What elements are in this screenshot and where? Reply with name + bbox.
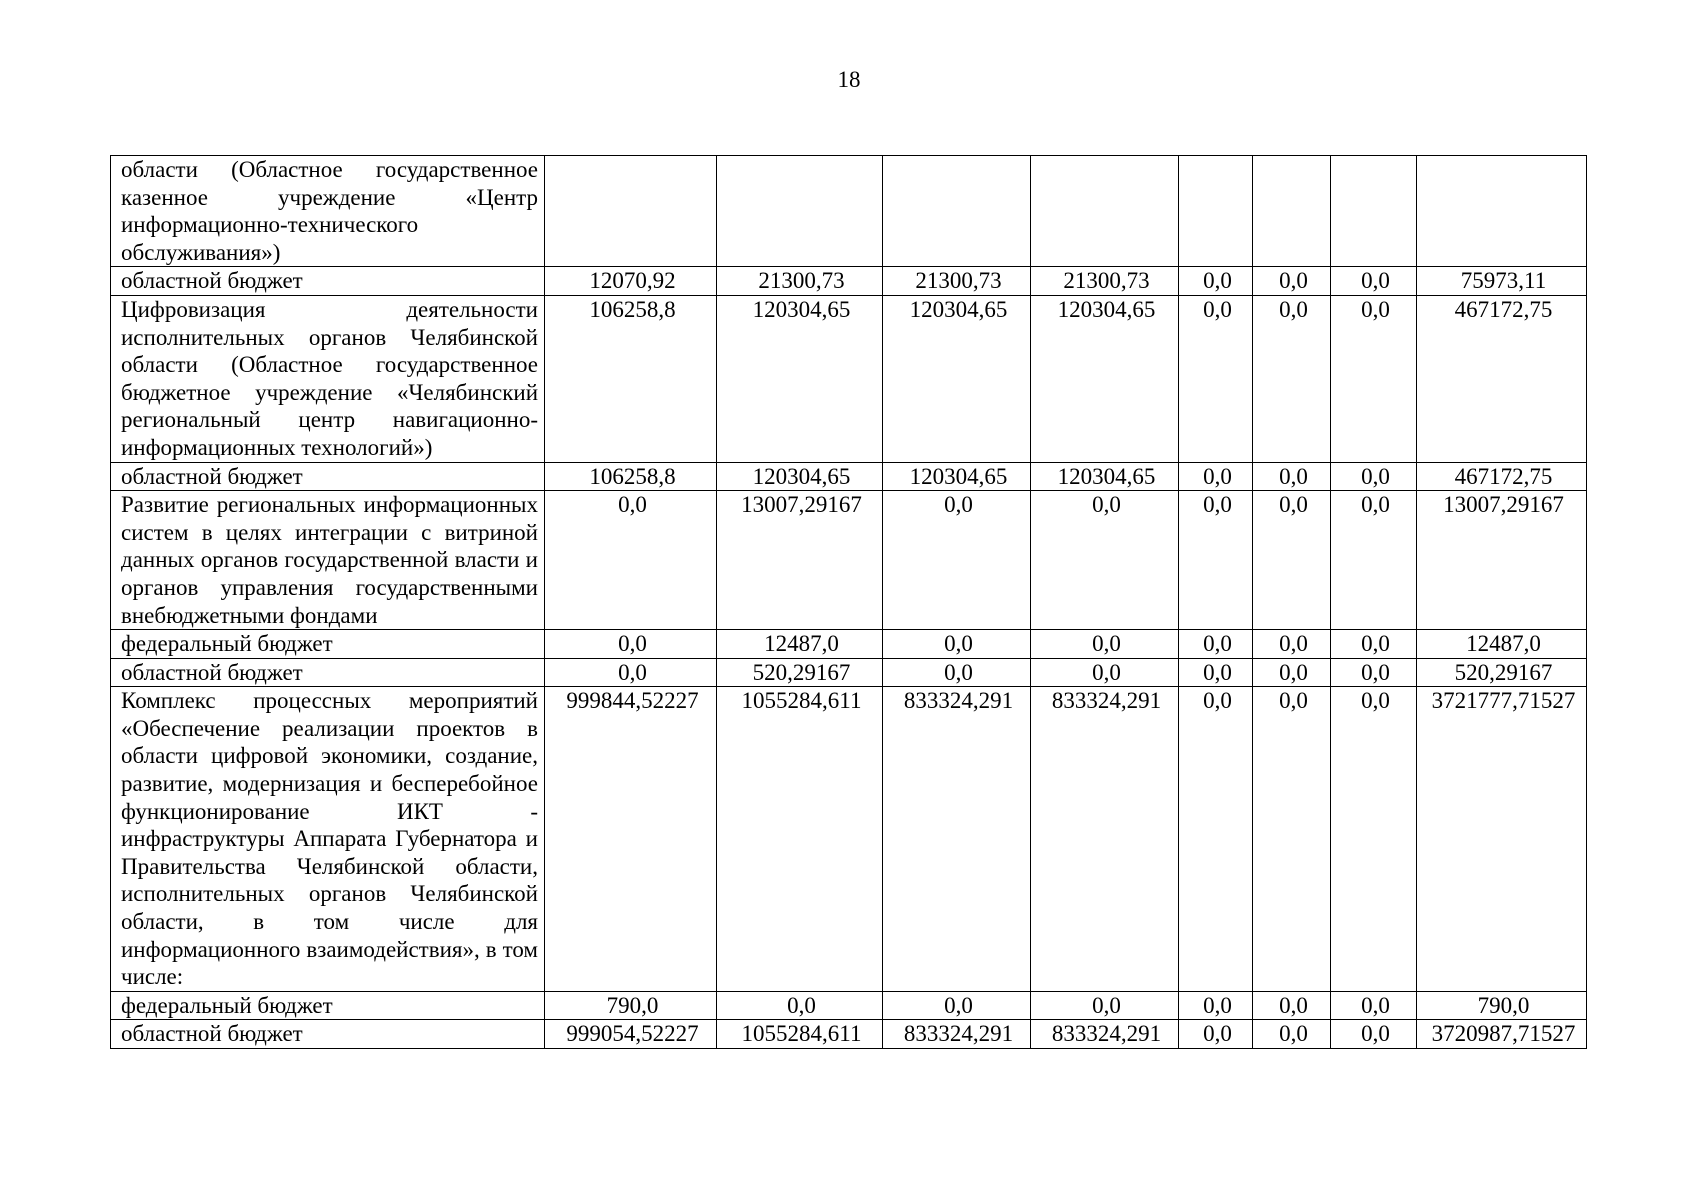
table-row <box>111 1020 1587 1049</box>
value-cell: 0,0 <box>1031 658 1179 687</box>
value-cell: 520,29167 <box>1417 658 1587 687</box>
value-cell: 833324,291 <box>883 1020 1031 1049</box>
row-name-cell: федеральный бюджет <box>111 991 545 1020</box>
value-cell: 0,0 <box>1331 991 1417 1020</box>
page-number: 18 <box>837 67 861 92</box>
value-cell: 0,0 <box>1179 267 1253 296</box>
table-row <box>111 462 1587 491</box>
budget-table <box>110 155 1587 1049</box>
value-cell: 999054,52227 <box>545 1020 717 1049</box>
value-cell <box>1179 156 1253 267</box>
value-cell: 0,0 <box>1331 630 1417 659</box>
value-cell: 0,0 <box>1179 630 1253 659</box>
value-cell: 13007,29167 <box>717 491 883 630</box>
row-name-cell: Цифровизация деятельности исполнительных органов Челябинской области (Областное государственное бюджетное учреждение «Челябинский региональный центр навигационно-информационных технологий») <box>111 295 545 462</box>
value-cell: 0,0 <box>545 491 717 630</box>
value-cell: 999844,52227 <box>545 687 717 992</box>
value-cell: 0,0 <box>545 658 717 687</box>
value-cell: 21300,73 <box>1031 267 1179 296</box>
value-cell: 120304,65 <box>717 295 883 462</box>
value-cell: 0,0 <box>1253 491 1331 630</box>
value-cell: 120304,65 <box>1031 295 1179 462</box>
value-cell: 0,0 <box>883 991 1031 1020</box>
value-cell: 0,0 <box>1031 991 1179 1020</box>
value-cell: 0,0 <box>883 491 1031 630</box>
value-cell: 0,0 <box>1179 658 1253 687</box>
value-cell: 75973,11 <box>1417 267 1587 296</box>
value-cell: 0,0 <box>1253 295 1331 462</box>
value-cell: 0,0 <box>1331 295 1417 462</box>
value-cell: 833324,291 <box>883 687 1031 992</box>
value-cell: 833324,291 <box>1031 1020 1179 1049</box>
value-cell: 790,0 <box>545 991 717 1020</box>
value-cell: 0,0 <box>1331 658 1417 687</box>
value-cell: 106258,8 <box>545 295 717 462</box>
value-cell: 0,0 <box>1331 491 1417 630</box>
value-cell: 12070,92 <box>545 267 717 296</box>
table-row <box>111 630 1587 659</box>
value-cell: 1055284,611 <box>717 1020 883 1049</box>
value-cell: 0,0 <box>1331 687 1417 992</box>
row-name-cell: областной бюджет <box>111 462 545 491</box>
value-cell: 0,0 <box>1253 991 1331 1020</box>
value-cell: 21300,73 <box>717 267 883 296</box>
value-cell: 120304,65 <box>1031 462 1179 491</box>
value-cell: 3720987,71527 <box>1417 1020 1587 1049</box>
row-name-cell: Комплекс процессных мероприятий «Обеспечение реализации проектов в области цифровой экономики, создание, развитие, модернизация и бесперебойное функционирование ИКТ - инфраструктуры Аппарата Губернатора и Правительства Челябинской области, исполнительных органов Челябинской области, в том числе для информационного взаимодействия», в том числе: <box>111 687 545 992</box>
table-row <box>111 156 1587 267</box>
row-name-cell: области (Областное государственное казенное учреждение «Центр информационно-технического обслуживания») <box>111 156 545 267</box>
value-cell: 0,0 <box>883 658 1031 687</box>
table-row <box>111 687 1587 992</box>
value-cell: 0,0 <box>1179 491 1253 630</box>
value-cell: 13007,29167 <box>1417 491 1587 630</box>
value-cell <box>883 156 1031 267</box>
value-cell: 0,0 <box>1253 658 1331 687</box>
value-cell: 0,0 <box>1331 462 1417 491</box>
value-cell: 0,0 <box>717 991 883 1020</box>
value-cell <box>717 156 883 267</box>
value-cell: 790,0 <box>1417 991 1587 1020</box>
value-cell: 0,0 <box>1179 295 1253 462</box>
value-cell: 0,0 <box>1253 687 1331 992</box>
value-cell: 0,0 <box>1253 630 1331 659</box>
value-cell: 120304,65 <box>717 462 883 491</box>
value-cell: 520,29167 <box>717 658 883 687</box>
row-name-cell: Развитие региональных информационных систем в целях интеграции с витриной данных органов государственной власти и органов управления государственными внебюджетными фондами <box>111 491 545 630</box>
value-cell: 0,0 <box>1179 687 1253 992</box>
value-cell <box>1253 156 1331 267</box>
table-row <box>111 267 1587 296</box>
table-row <box>111 991 1587 1020</box>
row-name-cell: федеральный бюджет <box>111 630 545 659</box>
row-name-cell: областной бюджет <box>111 1020 545 1049</box>
value-cell: 1055284,611 <box>717 687 883 992</box>
value-cell: 12487,0 <box>717 630 883 659</box>
value-cell: 12487,0 <box>1417 630 1587 659</box>
value-cell: 3721777,71527 <box>1417 687 1587 992</box>
value-cell: 0,0 <box>1179 462 1253 491</box>
value-cell: 0,0 <box>1331 267 1417 296</box>
value-cell: 467172,75 <box>1417 295 1587 462</box>
value-cell: 21300,73 <box>883 267 1031 296</box>
value-cell <box>1331 156 1417 267</box>
value-cell: 120304,65 <box>883 462 1031 491</box>
table-row <box>111 491 1587 630</box>
row-name-cell: областной бюджет <box>111 267 545 296</box>
value-cell <box>545 156 717 267</box>
value-cell <box>1417 156 1587 267</box>
value-cell: 0,0 <box>1253 462 1331 491</box>
row-name-cell: областной бюджет <box>111 658 545 687</box>
value-cell <box>1031 156 1179 267</box>
value-cell: 0,0 <box>1031 630 1179 659</box>
value-cell: 0,0 <box>1253 1020 1331 1049</box>
value-cell: 106258,8 <box>545 462 717 491</box>
table-row <box>111 295 1587 462</box>
value-cell: 0,0 <box>883 630 1031 659</box>
value-cell: 0,0 <box>1179 1020 1253 1049</box>
value-cell: 833324,291 <box>1031 687 1179 992</box>
value-cell: 0,0 <box>1253 267 1331 296</box>
table-body <box>111 156 1587 1049</box>
table-row <box>111 658 1587 687</box>
value-cell: 0,0 <box>1179 991 1253 1020</box>
value-cell: 467172,75 <box>1417 462 1587 491</box>
value-cell: 0,0 <box>545 630 717 659</box>
value-cell: 0,0 <box>1031 491 1179 630</box>
value-cell: 0,0 <box>1331 1020 1417 1049</box>
value-cell: 120304,65 <box>883 295 1031 462</box>
